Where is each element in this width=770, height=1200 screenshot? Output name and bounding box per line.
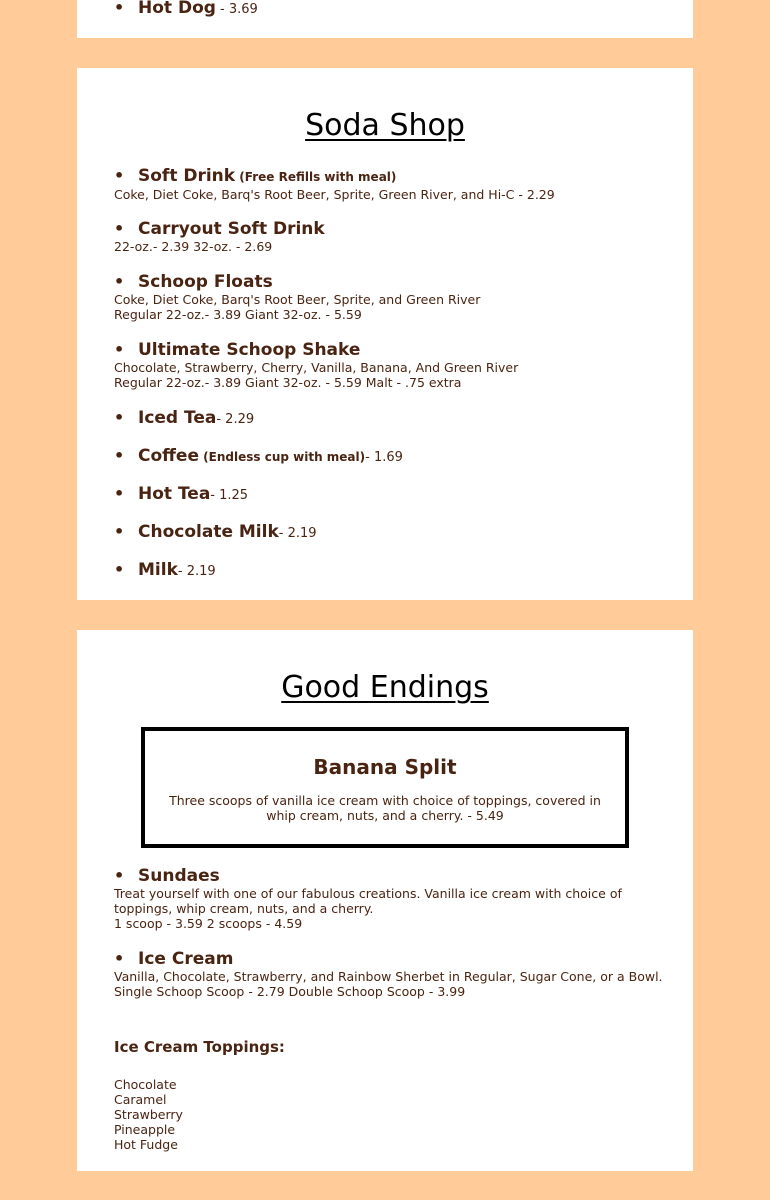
item-name: Iced Tea (138, 408, 217, 428)
item-price: - 2.19 (177, 564, 216, 579)
featured-item-box (141, 727, 629, 848)
item-note: (Endless cup with meal) (199, 450, 366, 464)
item-price: - 1.25 (210, 488, 249, 503)
item-price-line: Regular 22-oz.- 3.89 Giant 32-oz. - 5.59 Malt - .75 extra (114, 375, 462, 390)
menu-card-previous (77, 0, 693, 38)
section-title: Soda Shop (305, 108, 465, 143)
menu-item (114, 484, 663, 506)
toppings-heading: Ice Cream Toppings: (114, 1038, 285, 1056)
item-price-line: 1 scoop - 3.59 2 scoops - 4.59 (114, 916, 303, 931)
menu-item (114, 522, 663, 544)
menu-item (114, 219, 663, 254)
menu-item (114, 340, 663, 390)
item-description: Coke, Diet Coke, Barq's Root Beer, Sprite, and Green River (114, 292, 481, 307)
item-name: Ice Cream (138, 949, 234, 969)
item-name: Hot Dog (138, 0, 216, 18)
bullet-icon: • (114, 949, 125, 968)
topping-item: Strawberry (114, 1107, 183, 1122)
menu-item (114, 272, 663, 322)
item-price: - 2.29 (216, 412, 255, 427)
item-description: Vanilla, Chocolate, Strawberry, and Rainbow Sherbet in Regular, Sugar Cone, or a Bowl. (114, 969, 663, 984)
item-name: Coffee (138, 446, 199, 466)
featured-item-description: Three scoops of vanilla ice cream with choice of toppings, covered in whip cream, nuts, and a cherry. - 5.49 (169, 793, 601, 823)
menu-item (114, 446, 663, 468)
menu-item (114, 560, 663, 582)
toppings-list (114, 1077, 183, 1152)
item-name: Milk (138, 560, 178, 580)
item-price: - 3.69 (215, 2, 258, 17)
bullet-icon: • (114, 219, 125, 238)
item-price: - 2.19 (278, 526, 317, 541)
bullet-icon: • (114, 340, 125, 359)
menu-item (114, 166, 663, 202)
menu-item-sundaes (114, 866, 663, 931)
item-name: Hot Tea (138, 484, 211, 504)
item-price-line: Regular 22-oz.- 3.89 Giant 32-oz. - 5.59 (114, 307, 362, 322)
bullet-icon: • (114, 560, 125, 579)
bullet-icon: • (114, 522, 125, 541)
section-title: Good Endings (281, 670, 489, 705)
menu-card-good-endings (77, 630, 693, 1171)
featured-item-title: Banana Split (313, 755, 457, 779)
item-name: Carryout Soft Drink (138, 219, 325, 239)
bullet-icon: • (114, 272, 125, 291)
item-description: Chocolate, Strawberry, Cherry, Vanilla, Banana, And Green River (114, 360, 519, 375)
topping-item: Pineapple (114, 1122, 176, 1137)
item-name: Soft Drink (138, 166, 236, 186)
menu-card-soda-shop (77, 68, 693, 600)
item-name: Chocolate Milk (138, 522, 279, 542)
bullet-icon: • (114, 484, 125, 503)
item-description: Treat yourself with one of our fabulous creations. Vanilla ice cream with choice of toppings, whip cream, nuts, and a cherry. (114, 886, 622, 916)
bullet-icon: • (114, 408, 125, 427)
item-name: Schoop Floats (138, 272, 273, 292)
item-description: Coke, Diet Coke, Barq's Root Beer, Sprite, Green River, and Hi-C - 2.29 (114, 187, 555, 202)
topping-item: Chocolate (114, 1077, 177, 1092)
topping-item: Hot Fudge (114, 1137, 178, 1152)
menu-item-ice-cream (114, 949, 663, 999)
menu-item (114, 408, 663, 430)
bullet-icon: • (114, 866, 125, 885)
topping-item: Caramel (114, 1092, 167, 1107)
item-description: 22-oz.- 2.39 32-oz. - 2.69 (114, 239, 273, 254)
bullet-icon: • (114, 446, 125, 465)
item-price: - 1.69 (365, 450, 403, 465)
item-note: (Free Refills with meal) (235, 170, 397, 184)
item-price-line: Single Schoop Scoop - 2.79 Double Schoop Scoop - 3.99 (114, 984, 466, 999)
bullet-icon: • (114, 166, 125, 185)
bullet-icon: • (114, 0, 125, 17)
menu-item-hot-dog (114, 0, 663, 20)
item-name: Sundaes (138, 866, 220, 886)
item-name: Ultimate Schoop Shake (138, 340, 361, 360)
